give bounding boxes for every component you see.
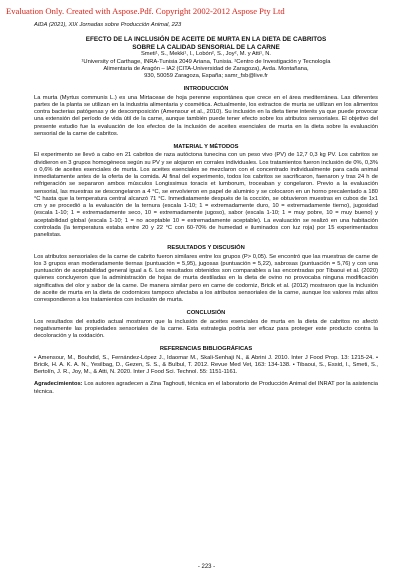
methods-paragraph: El experimento se llevó a cabo en 21 cabritos de raza autóctona tunecina con un peso vivo (PV) de 12,7 0,3 kg PV. Los cabritos se dividieron en 3 grupos homogéneos según su PV y se alojaron en corrales individuales. Los tratamientos fueron inclusión de 0%, 0,3% o 0,6% de aceites esenciales de murta. Los aceites esenciales se mezclaron con el concentrado individualmente para cada animal inmediatamente antes de la oferta de la comida. Al final del experimento, todos los cabritos se sacrificaron, faenaron y tras 24 h de refrigeración se separaron ambos músculos Longissimus toracis et lumborum, troceaban y congelaron. Previo a la evaluación sensorial, las muestras se descongelaron a 4 °C, se envolvieron en papel de aluminio y se colocaron en un horno precalentado a 180 °C hasta que la temperatura central alcanzó 71 °C. Inmediatamente después de la cocción, se obtuvieron muestras en cubos de 1x1 cm y se procedió a la evaluación de la ternura (escala 1-10; 1 = extremadamente duro, 10 = extremadamente tierno), jugosidad (escala 1-10; 1 = extremadamente seco, 10 = extremadamente jugoso), sabor (escala 1-10; 1 = muy pobre, 10 = muy bueno) y aceptabilidad global (escala 1-10; 1 = no aceptable 10 = extremadamente aceptable). La evaluación se realizó en una habitación controlada (la temperatura estaba entre 20 y 22 °C con 60-70% de humedad e iluminados con luz roja) por 15 experimentados panelistas. [34,152,378,239]
paper-title-line: EFECTO DE LA INCLUSIÓN DE ACEITE DE MURTA EN LA DIETA DE CABRITOS [85,36,327,44]
paper-title-line: SOBRE LA CALIDAD SENSORIAL DE LA CARNE [132,43,280,51]
section-heading-references: REFERENCIAS BIBLIOGRÁFICAS [159,346,253,353]
affiliations [34,59,378,81]
affiliation-line: Alimentaria de Aragón – IA2 (CITA-Universidad de Zaragoza), Avda. Montañana, [103,65,309,72]
section-heading-methods: MATERIAL Y MÉTODOS [173,144,239,151]
section-heading-conclusion: CONCLUSIÓN [186,310,226,317]
acknowledgements [34,381,378,396]
paper-title [34,36,378,51]
conclusion-paragraph: Los resultados del estudio actual mostraron que la inclusión de aceites esenciales de murta en la dieta de cabritos no afectó negativamente las propiedades sensoriales de la carne. Esta estrategia podría ser eficaz para proteger este producto contra la decoloración y la oxidación. [34,318,378,340]
affiliation-line: 930, 50059 Zaragoza, España; samr_fsb@live.fr [144,73,268,80]
acknowledgements-text: Los autores agradecen a Zina Taghouti, técnica en el laboratorio de Producción Animal del INRAT por la asistencia técnica. [34,381,378,395]
section-heading-results: RESULTADOS Y DISCUSIÓN [167,245,245,252]
affiliation-line: ¹University of Carthage, INRA-Tunisia 2049 Ariana, Tunisia. ²Centro de Investigación y Tecnología [81,58,331,65]
document-page [34,22,378,396]
watermark-text: Evaluation Only. Created with Aspose.Pdf. Copyright 2002-2012 Aspose Pty Ltd [6,6,285,16]
page-number: - 223 - [197,564,216,570]
results-paragraph: Los atributos sensoriales de la carne de cabrito fueron similares entre los grupos (P> 0,05). Se encontró que las muestras de carne de los 3 grupos eran moderadamente tiernas (puntuación = 5,95), jugosas (puntuación = 5,22), sabrosas (puntuación = 5,76) y con una puntuación de aceptabilidad general igual a 6. Los resultados obtenidos son comparables a las encontradas por Tibaoui et al. (2020) quienes concluyeron que la administración de hojas de murta destiladas en la dieta de ovino no provocaba ninguna modificación significativa del olor y sabor de la carne. De manera similar pero en carne de codorniz, Bricik et al. (2012) mostraron que la inclusión de aceite de murta en la dieta de codornices tampoco afectaba a los atributos sensoriales de la carne, aunque los valores más altos correspondieron a los tratamientos con inclusión de murta. [34,253,378,304]
intro-paragraph: La murta (Myrtus communis L.) es una Mirtaceae de hoja perenne espontánea que crece en el área mediterránea. Las diferentes partes de la planta se utilizan en la industria alimentaria y cosmética. Actualmente, los extractos de murta se utilizan en los alimentos contra bacterias patógenas y de descomposición (Amensour et al., 2010). Su inclusión en la dieta tiene interés ya que puede provocar una extensión del período de vida útil de la carne, aunque también puede tener efecto sobre los atributos sensoriales. El objetivo del presente estudio fue la evaluación de los efectos de la inclusión de aceites esenciales de murta en la dieta sobre la evaluación sensorial de la carne de cabritos. [34,94,378,137]
references-list: • Amensour, M., Bouhdid, S., Fernández-López J., Idaomar M., Skali-Senhaji N., & Abrini J. 2010. Inter J Food Prop. 13: 1215-24. • Bricik, H. A. K. A. N., Yesilbag, D., Gezen, S. S., & Bulbul, T. 2012. Revue Med Vet, 163: 134-138. • Tibaoui, S., Essid, I., Smeti, S., Bertolín, J. R., Joy, M., & Atti, N. 2020. Inter J Food Sci. Technol. 55: 1151-1161. [34,354,378,376]
acknowledgements-label: Agradecimientos: [34,381,83,388]
section-heading-intro: INTRODUCCIÓN [183,86,229,93]
running-header: AIDA (2021), XIX Jornadas sobre Producción Animal, 223 [34,22,182,28]
author-list: Smeti¹, S., Mekki¹, I., Lobón², S., Joy², M. y Atti¹, N. [140,51,272,58]
